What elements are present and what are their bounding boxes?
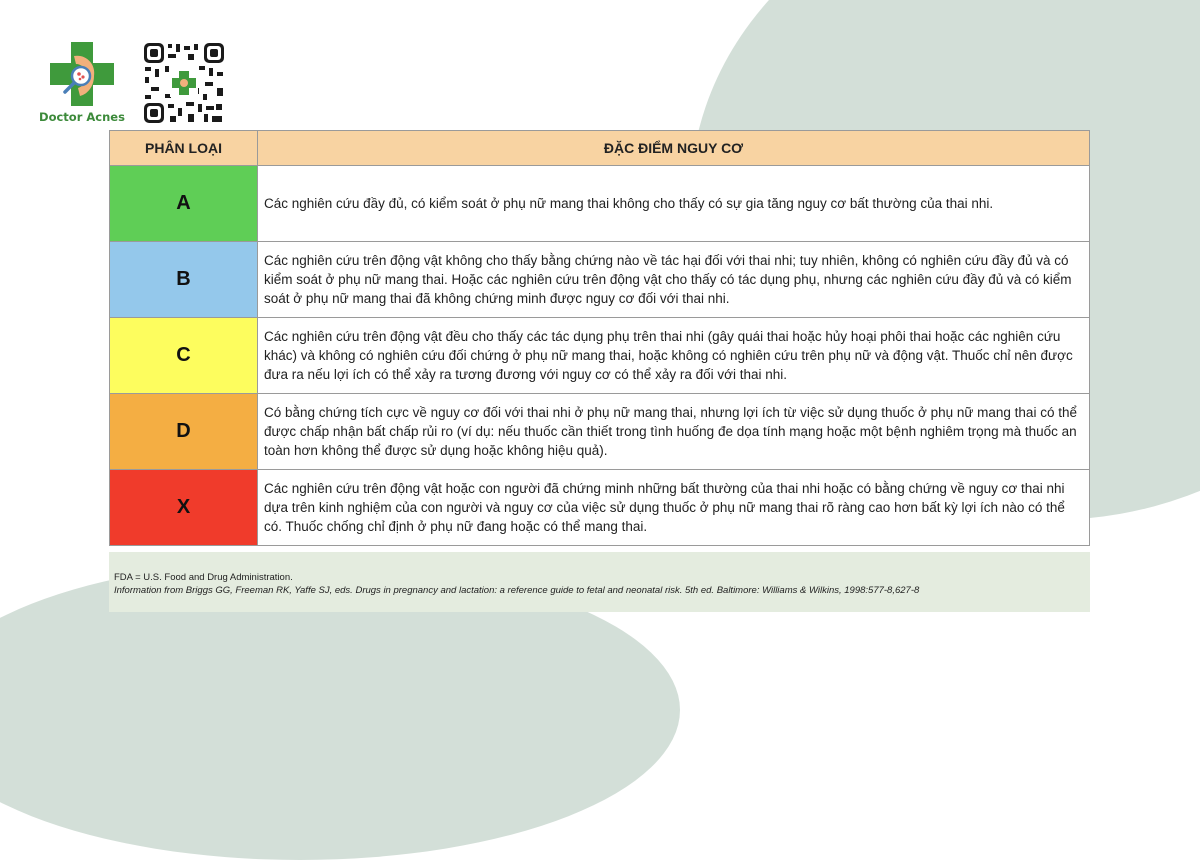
table-row <box>110 242 1090 318</box>
category-cell: C <box>110 318 258 394</box>
medical-cross-icon <box>50 42 114 106</box>
doctor-acnes-logo <box>36 42 128 126</box>
table-row <box>110 166 1090 242</box>
brand-name: Doctor Acnes <box>39 110 125 124</box>
table-row <box>110 394 1090 470</box>
risk-description-cell: Có bằng chứng tích cực về nguy cơ đối với thai nhi ở phụ nữ mang thai, nhưng lợi ích từ việc sử dụng thuốc ở phụ nữ mang thai có thể được chấp nhận bất chấp rủi ro (ví dụ: nếu thuốc cần thiết trong tình huống đe dọa tính mạng hoặc một bệnh nghiêm trọng mà thuốc an toàn hơn không thể được sử dụng hoặc không hiệu quả). <box>258 394 1090 470</box>
category-cell: B <box>110 242 258 318</box>
header-risk-characteristics: ĐẶC ĐIỂM NGUY CƠ <box>258 131 1090 166</box>
category-cell: A <box>110 166 258 242</box>
fda-pregnancy-category-table <box>109 130 1090 546</box>
risk-description-cell: Các nghiên cứu trên động vật không cho thấy bằng chứng nào về tác hại đối với thai nhi; tuy nhiên, không có nghiên cứu đầy đủ và có kiểm soát ở phụ nữ mang thai. Hoặc các nghiên cứu trên động vật cho thấy có tác dụng phụ, nhưng các nghiên cứu đầy đủ và có kiểm soát ở phụ nữ mang thai đã không chứng minh được nguy cơ đối với thai nhi. <box>258 242 1090 318</box>
category-cell: D <box>110 394 258 470</box>
table-header-row <box>110 131 1090 166</box>
risk-description-cell: Các nghiên cứu đầy đủ, có kiểm soát ở phụ nữ mang thai không cho thấy có sự gia tăng nguy cơ bất thường của thai nhi. <box>258 166 1090 242</box>
risk-description-cell: Các nghiên cứu trên động vật đều cho thấy các tác dụng phụ trên thai nhi (gây quái thai hoặc hủy hoại phôi thai hoặc các nghiên cứu khác) và không có nghiên cứu đối chứng ở phụ nữ mang thai, hoặc không có nghiên cứu trên phụ nữ và động vật. Thuốc chỉ nên được đưa ra nếu lợi ích có thể xảy ra tương đương với nguy cơ có thể xảy ra đối với thai nhi. <box>258 318 1090 394</box>
footnote-abbreviation: FDA = U.S. Food and Drug Administration. <box>114 572 293 583</box>
risk-description-cell: Các nghiên cứu trên động vật hoặc con người đã chứng minh những bất thường của thai nhi hoặc có bằng chứng về nguy cơ thai nhi dựa trên kinh nghiệm của con người và nguy cơ của việc sử dụng thuốc ở phụ nữ mang thai rõ ràng cao hơn bất kỳ lợi ích nào có thể có. Thuốc chống chỉ định ở phụ nữ đang hoặc có thể mang thai. <box>258 470 1090 546</box>
table-row <box>110 318 1090 394</box>
footnote <box>109 552 1090 612</box>
table-row <box>110 470 1090 546</box>
category-cell: X <box>110 470 258 546</box>
qr-code <box>143 42 225 124</box>
header-category: PHÂN LOẠI <box>110 131 258 166</box>
footnote-source: Information from Briggs GG, Freeman RK, Yaffe SJ, eds. Drugs in pregnancy and lactation: a reference guide to fetal and neonatal risk. 5th ed. Baltimore: Williams & Wilkins, 1998:577-8,627-8 <box>114 585 920 596</box>
